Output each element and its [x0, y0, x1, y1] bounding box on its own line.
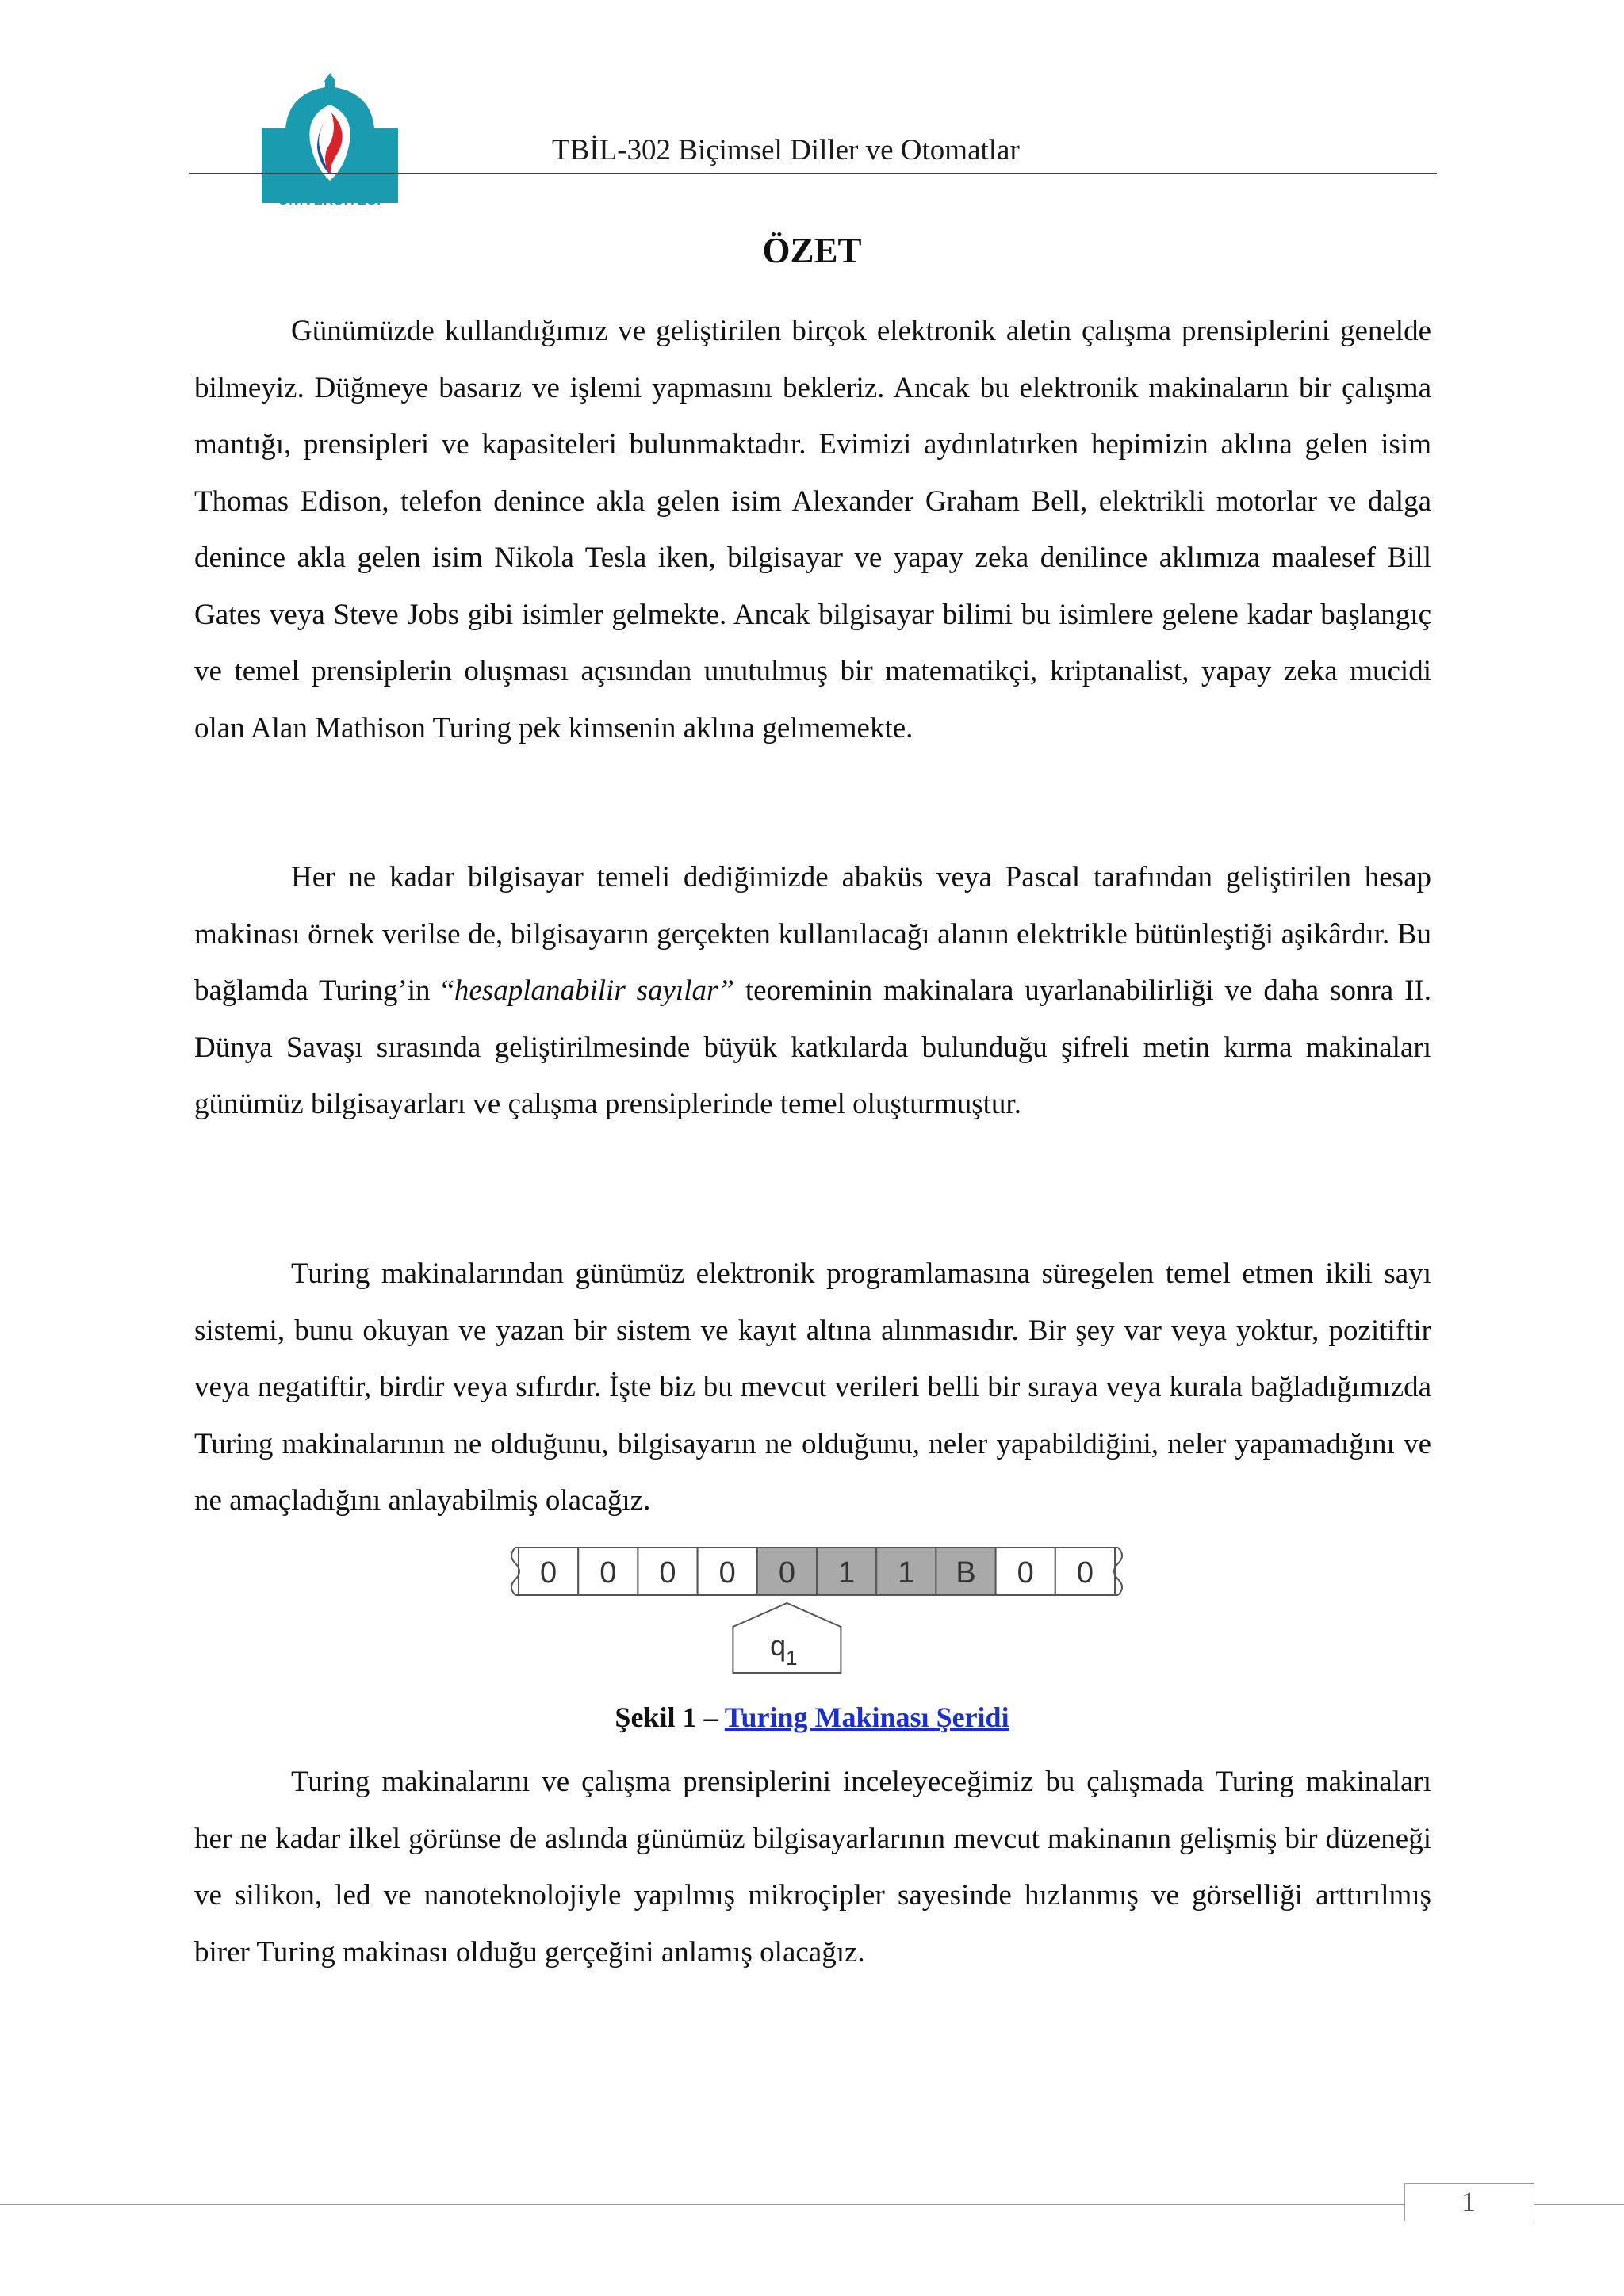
course-title: TBİL-302 Biçimsel Diller ve Otomatlar	[552, 134, 1020, 166]
tape-cell-symbol: 0	[778, 1556, 795, 1590]
tape-cell-symbol: B	[956, 1556, 976, 1590]
tape-cell-symbol: 0	[1017, 1556, 1034, 1590]
caption-prefix: Şekil 1 –	[615, 1701, 725, 1733]
tape-head	[733, 1603, 841, 1673]
header-rule	[189, 173, 1437, 174]
logo-text-line2: ÜNİVERSİTESİ	[278, 193, 382, 208]
tape-cell-symbol: 0	[540, 1556, 557, 1590]
paragraph-2	[194, 849, 1431, 1133]
paragraph-3: Turing makinalarından günümüz elektronik programlamasına süregelen temel etmen ikili sayı sistemi, bunu okuyan ve yazan bir sistem ve kayıt altına alınmasıdır. Bir şey var veya yoktur, pozitiftir veya negatiftir, birdir veya sıfırdır. İşte biz bu mevcut verileri belli bir sıraya veya kurala bağladığımızda Turing makinalarının ne olduğunu, bilgisayarın ne olduğunu, neler yapabildiğini, neler yapamadığını ve ne amaçladığını anlayabilmiş olacağız.	[194, 1257, 1431, 1517]
turing-tape-figure	[508, 1532, 1126, 1682]
tape-cell-symbol: 0	[718, 1556, 736, 1590]
paragraph-1: Günümüzde kullandığımız ve geliştirilen birçok elektronik aletin çalışma prensiplerini genelde bilmeyiz. Düğmeye basarız ve işlemi yapmasını bekleriz. Ancak bu elektronik makinaların bir çalışma mantığı, prensipleri ve kapasiteleri bulunmaktadır. Evimizi aydınlatırken hepimizin aklına gelen isim Thomas Edison, telefon denince akla gelen isim Alexander Graham Bell, elektrikli motorlar ve dalga denince akla gelen isim Nikola Tesla iken, bilgisayar ve yapay zeka denilince aklımıza maalesef Bill Gates veya Steve Jobs gibi isimler gelmekte. Ancak bilgisayar bilimi bu isimlere gelene kadar başlangıç ve temel prensiplerin oluşması açısından unutulmuş bir matematikçi, kriptanalist, yapay zeka mucidi olan Alan Mathison Turing pek kimsenin aklına gelmemekte.	[194, 315, 1431, 744]
footer-rule	[0, 2204, 1624, 2205]
caption-link[interactable]: Turing Makinası Şeridi	[724, 1701, 1009, 1733]
figure-caption	[0, 1701, 1624, 1734]
tape-cell-symbol: 1	[838, 1556, 856, 1590]
head-state-label: $q_1$	[770, 1629, 798, 1670]
paragraph-2-text-start: Her ne kadar bilgisayar temeli dediğimizde abaküs veya Pascal tarafından geliştirilen hesap makinası örnek verilse de, bilgisayarın gerçekten kullanılacağı alanın elektrikle bütünleştiği aşikârdır. Bu bağlamda Turing’in “	[194, 861, 1431, 1007]
tape-cell-symbol: 0	[599, 1556, 617, 1590]
paragraph-4: Turing makinalarını ve çalışma prensiplerini inceleyeceğimiz bu çalışmada Turing makinaları her ne kadar ilkel görünse de aslında günümüz bilgisayarlarının mevcut makinanın gelişmiş bir düzeneği ve silikon, led ve nanoteknolojiyle yapılmış mikroçipler sayesinde hızlanmış ve görselliği arttırılmış birer Turing makinası olduğu gerçeğini anlamış olacağız.	[194, 1766, 1431, 1969]
tape-cell-symbol: 1	[898, 1556, 915, 1590]
tape-cell-symbol: 0	[1076, 1556, 1094, 1590]
logo-text-line1: AHMET YESEVİ	[269, 177, 391, 193]
paragraph-2-italic-term: hesaplanabilir sayılar”	[454, 974, 734, 1007]
section-title: ÖZET	[762, 231, 862, 270]
page-number: 1	[1461, 2186, 1476, 2218]
tape-cell-symbol: 0	[659, 1556, 676, 1590]
paragraph-2-text-end: teoreminin makinalara uyarlanabilirliği ve daha sonra II. Dünya Savaşı sırasında geliştirilmesinde büyük katkılarda bulunduğu şifreli metin kırma makinaları günümüz bilgisayarları ve çalışma prensiplerinde temel oluşturmuştur.	[194, 974, 1431, 1120]
